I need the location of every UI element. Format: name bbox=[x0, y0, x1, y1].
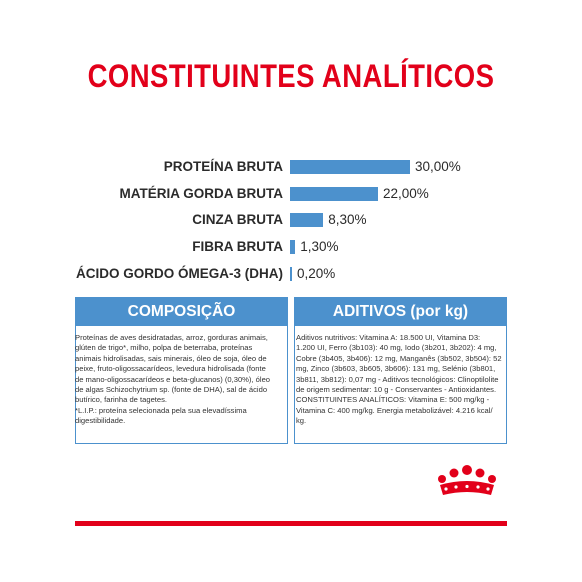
composition-heading: COMPOSIÇÃO bbox=[75, 297, 288, 326]
analytic-label: MATÉRIA GORDA BRUTA bbox=[119, 186, 283, 201]
analytic-label: CINZA BRUTA bbox=[192, 212, 283, 227]
additives-heading: ADITIVOS (por kg) bbox=[294, 297, 507, 326]
analytic-value: 8,30% bbox=[328, 212, 367, 227]
analytic-bar bbox=[290, 213, 323, 227]
analytic-bar bbox=[290, 160, 410, 174]
analytic-bar bbox=[290, 240, 295, 254]
analytic-row-ash bbox=[0, 210, 582, 230]
analytic-value: 1,30% bbox=[300, 239, 339, 254]
analytic-value: 30,00% bbox=[415, 159, 461, 174]
analytic-row-dha bbox=[0, 264, 582, 284]
footer-divider bbox=[75, 521, 507, 526]
analytic-label: ÁCIDO GORDO ÓMEGA-3 (DHA) bbox=[76, 266, 283, 281]
analytic-row-fat bbox=[0, 184, 582, 204]
analytic-row-protein bbox=[0, 157, 582, 177]
analytic-bar bbox=[290, 267, 292, 281]
analytic-bar bbox=[290, 187, 378, 201]
composition-text: Proteínas de aves desidratadas, arroz, gorduras animais, glúten de trigo*, milho, polpa de beterraba, proteínas animais hidrolisadas, sais minerais, óleo de soja, óleo de peixe, fruto-oligossacarídeos, levedura hidrolisada (fonte de mano-oligossacarídeos e beta-glucanos) (0,30%), óleo de algas Schizochytrium sp. (fonte de DHA), sal de ácido butírico, farinha de tagetes. *L.I.P.: proteína selecionada pela sua elevadíssima digestibilidade. bbox=[75, 333, 271, 426]
analytic-value: 22,00% bbox=[383, 186, 429, 201]
analytic-row-fiber bbox=[0, 237, 582, 257]
additives-text: Aditivos nutritivos: Vitamina A: 18.500 UI, Vitamina D3: 1.200 UI, Ferro (3b103): 40 mg, Iodo (3b201, 3b202): 4 mg, Cobre (3b405, 3b406): 12 mg, Manganês (3b502, 3b504): 52 mg, Zinco (3b603, 3b605, 3b606): 131 mg, Selénio (3b801, 3b811, 3b812): 0,07 mg - Aditivos tecnológicos: Clinoptilolite de origem sedimentar: 10 g - Conservantes - Antioxidantes. CONSTITUINTES ANALÍTICOS: Vitamina E: 500 mg/kg - Vitamina C: 400 mg/kg. Energia metabolizável: 4.216 kcal/ kg. bbox=[296, 333, 502, 426]
royal-canin-crown-icon bbox=[436, 465, 498, 499]
page-title: CONSTITUINTES ANALÍTICOS bbox=[87, 58, 495, 94]
analytic-label: PROTEÍNA BRUTA bbox=[163, 159, 283, 174]
analytic-label: FIBRA BRUTA bbox=[192, 239, 283, 254]
analytic-value: 0,20% bbox=[297, 266, 336, 281]
